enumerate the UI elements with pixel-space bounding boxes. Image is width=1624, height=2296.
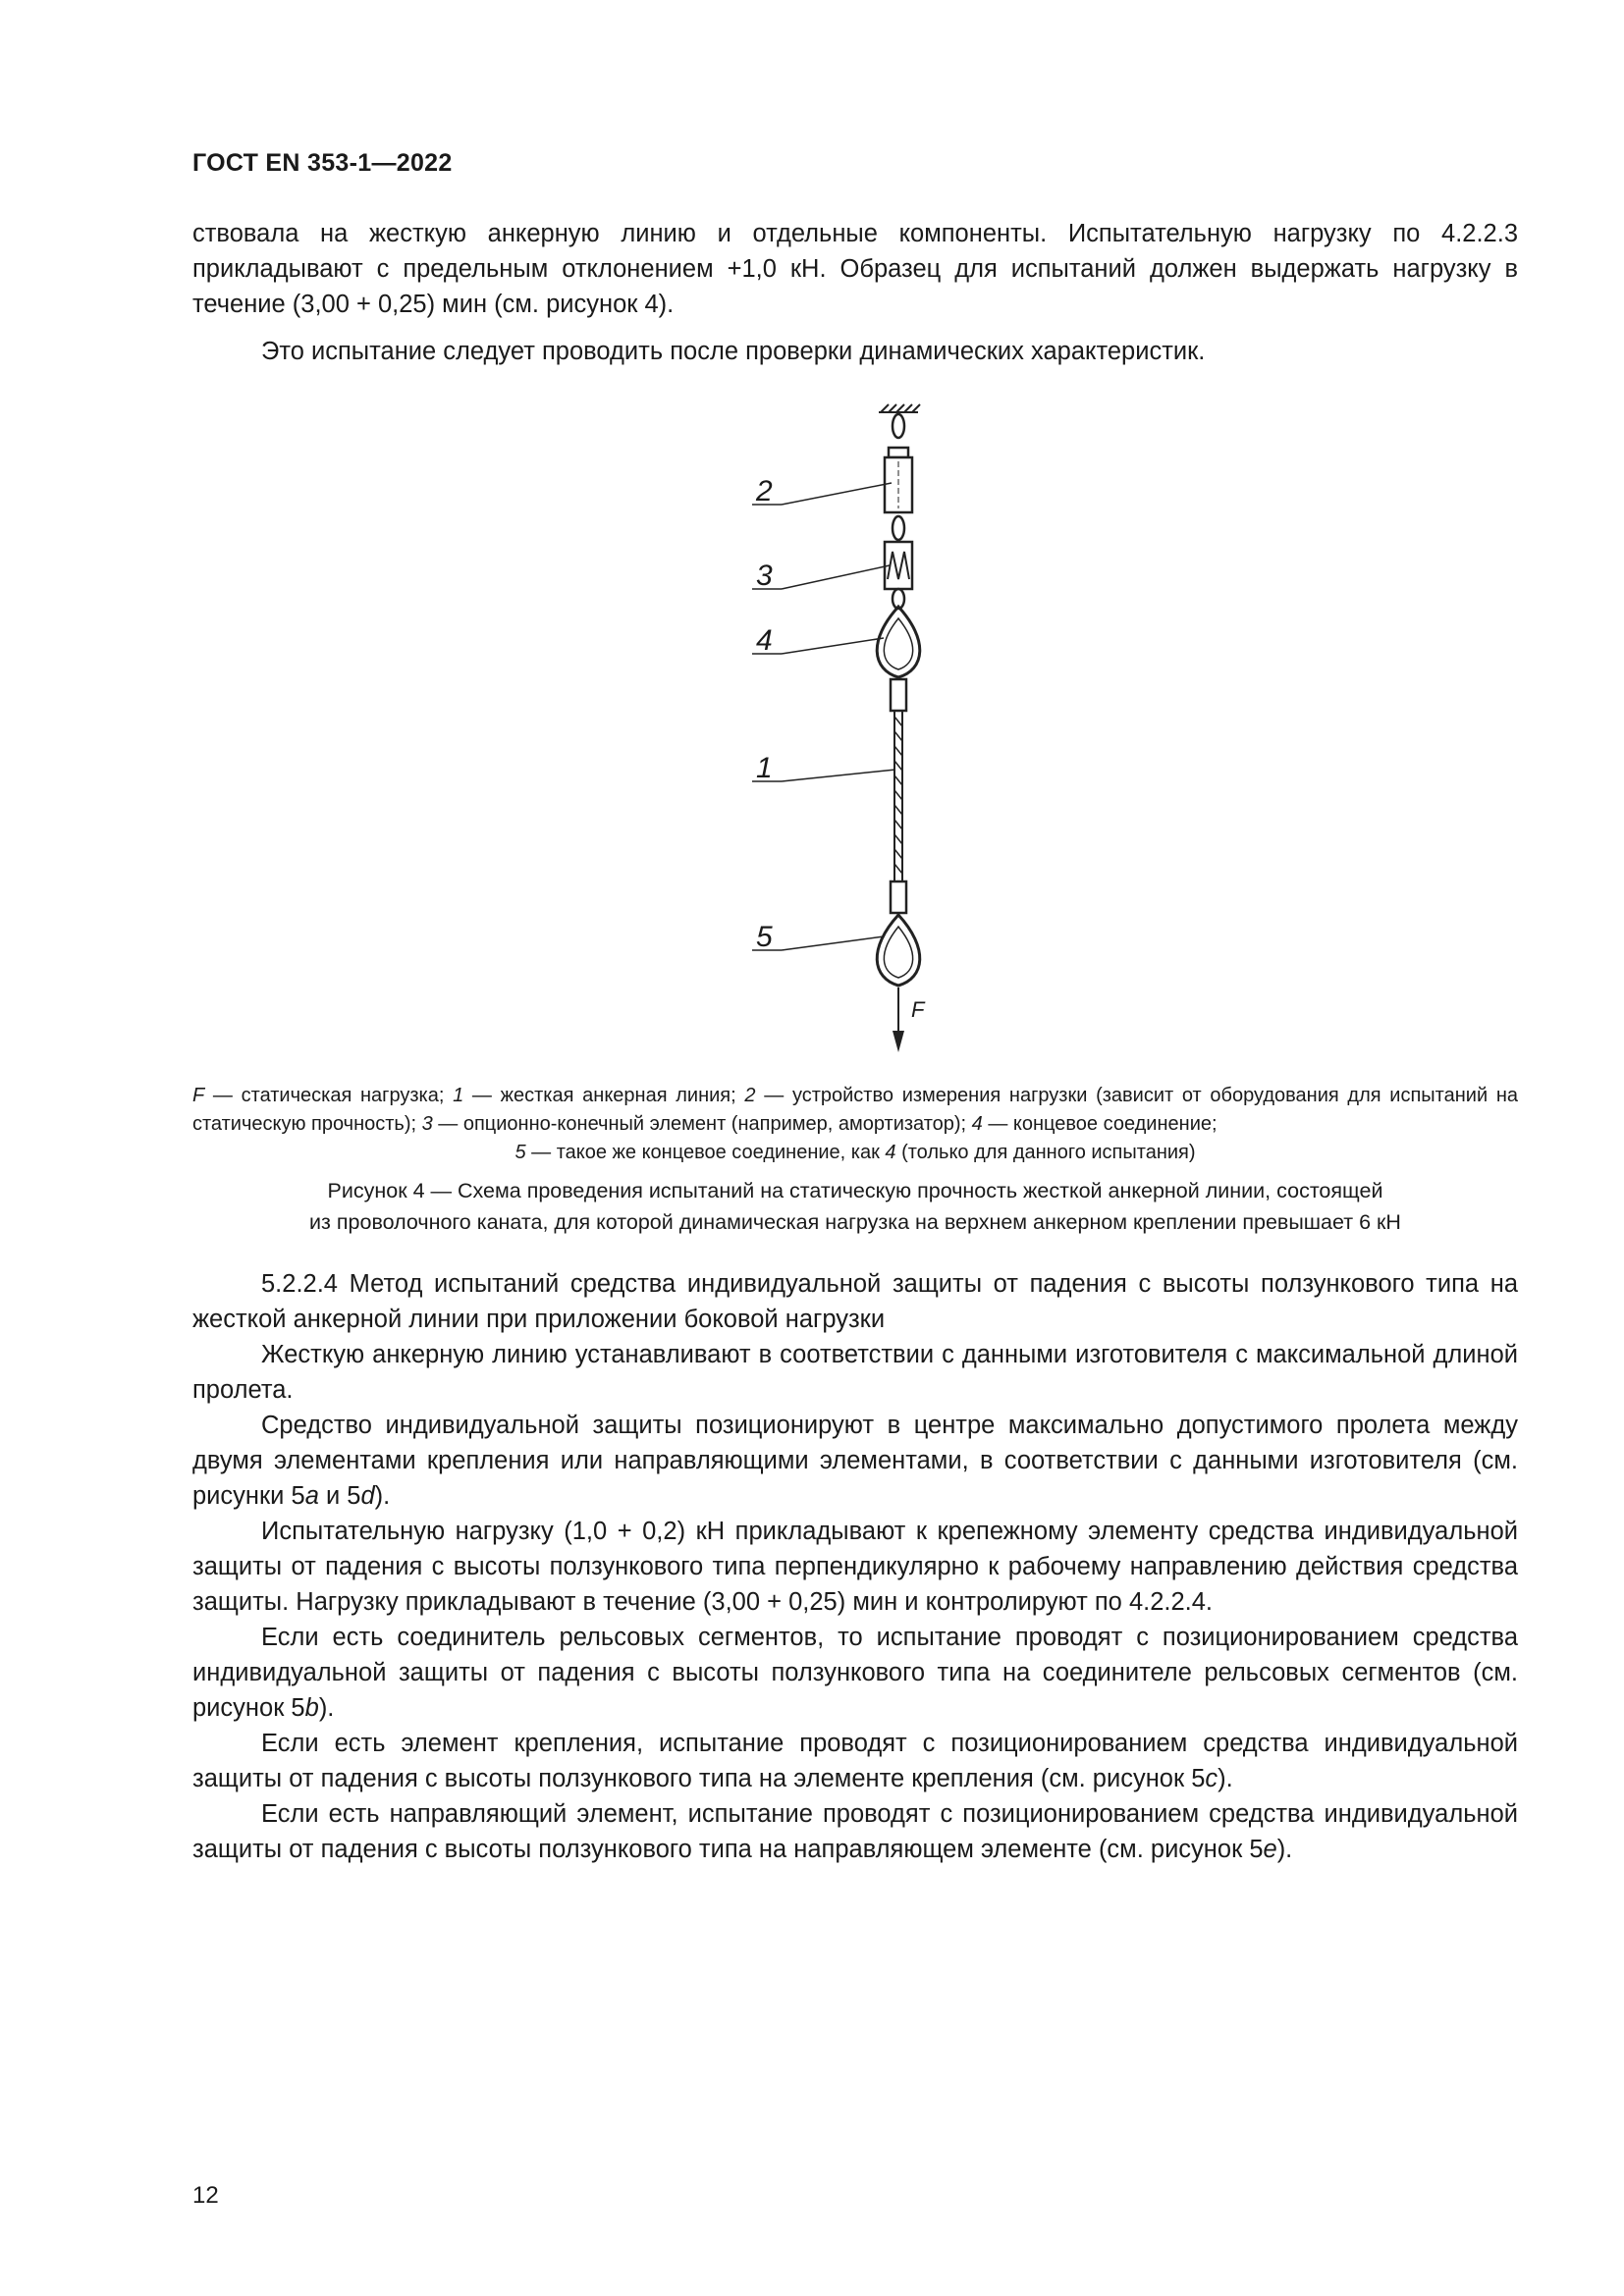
figure-4-diagram xyxy=(746,393,1001,1060)
load-measuring-device xyxy=(885,448,912,512)
label-5: 5 xyxy=(756,921,773,953)
label-3: 3 xyxy=(756,560,773,592)
intro-paragraph: ствовала на жесткую анкерную линию и отдельные компоненты. Испытательную нагрузку по 4.2.2.3 прикладывают с предельным отклонением +1,0 кН. Образец для испытаний должен выдержать нагрузку в течение (3,00 + 0,25) мин (см. рисунок 4). xyxy=(192,220,1518,318)
section-paragraph-5: Если есть элемент крепления, испытание проводят с позиционированием средства индивидуальной защиты от падения с высоты ползункового типа на элементе крепления (см. рисунок 5c). xyxy=(192,1730,1518,1792)
document-code-header: ГОСТ EN 353-1—2022 xyxy=(192,149,453,177)
label-force: F xyxy=(911,997,925,1022)
section-paragraph-3: Испытательную нагрузку (1,0 + 0,2) кН прикладывают к крепежному элементу средства индивидуальной защиты от падения с высоты ползункового типа перпендикулярно к рабочему направлению действия средства защиты. Нагрузку прикладывают в течение (3,00 + 0,25) мин и контролируют по 4.2.2.4. xyxy=(192,1518,1518,1616)
section-paragraph-6: Если есть направляющий элемент, испытание проводят с позиционированием средства индивидуальной защиты от падения с высоты ползункового типа на направляющем элементе (см. рисунок 5e). xyxy=(192,1800,1518,1863)
wire-rope xyxy=(894,711,902,881)
label-4: 4 xyxy=(756,624,773,657)
top-chain-link xyxy=(893,414,904,438)
section-paragraph-1: Жесткую анкерную линию устанавливают в соответствии с данными изготовителя с максимальной длиной пролета. xyxy=(192,1341,1518,1404)
section-paragraph-4: Если есть соединитель рельсовых сегментов, то испытание проводят с позиционированием средства индивидуальной защиты от падения с высоты ползункового типа на соединителе рельсовых сегментов (см. рисунок 5b). xyxy=(192,1624,1518,1722)
figure-caption: Рисунок 4 — Схема проведения испытаний на статическую прочность жесткой анкерной линии, состоящей из проволочного каната, для которой динамическая нагрузка на верхнем анкерном креплении превышает 6 кН xyxy=(309,1179,1401,1234)
label-2: 2 xyxy=(756,475,773,507)
force-arrow xyxy=(893,988,904,1052)
middle-chain-link xyxy=(893,516,904,540)
figure-legend: F — статическая нагрузка; 1 — жесткая анкерная линия; 2 — устройство измерения нагрузки (зависит от оборудования для испытаний на статическую прочность); 3 — опционно-конечный элемент (например, амортизатор); 4 — концевое соединение; 5 — такое же концевое соединение, как 4 (только для данного испытания) xyxy=(192,1085,1519,1163)
page-number: 12 xyxy=(192,2182,219,2209)
anchor-line-schematic xyxy=(746,393,1001,1060)
end-termination-bottom xyxy=(877,881,920,986)
section-heading: 5.2.2.4 Метод испытаний средства индивидуальной защиты от падения с высоты ползункового типа на жесткой анкерной линии при приложении боковой нагрузки xyxy=(192,1270,1518,1333)
intro-note-paragraph: Это испытание следует проводить после проверки динамических характеристик. xyxy=(261,338,1206,365)
label-1: 1 xyxy=(756,752,773,784)
section-paragraph-2: Средство индивидуальной защиты позиционируют в центре максимально допустимого пролета между двумя элементами крепления или направляющими элементами, в соответствии с данными изготовителя (см. рисунки 5a и 5d). xyxy=(192,1412,1518,1510)
ceiling-anchor xyxy=(879,404,920,412)
end-termination-top xyxy=(877,607,920,711)
